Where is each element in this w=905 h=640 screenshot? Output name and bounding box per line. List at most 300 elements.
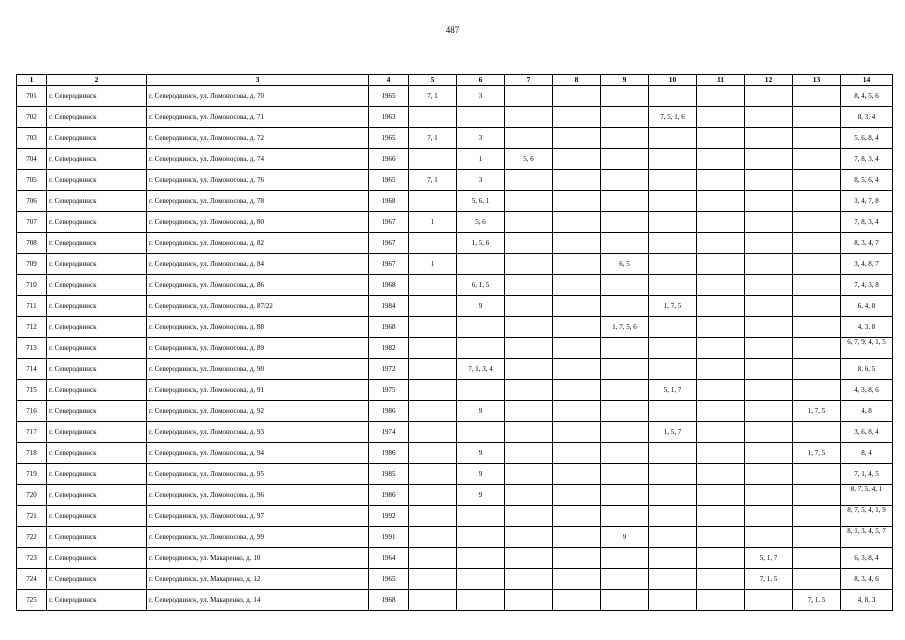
cell-year: 1965: [369, 569, 409, 590]
cell-row-number: 715: [17, 380, 47, 401]
cell-settlement: г. Северодвинск: [47, 128, 147, 149]
cell-row-number: 722: [17, 527, 47, 548]
cell-row-number: 721: [17, 506, 47, 527]
cell-col-10: [649, 506, 697, 527]
column-header-1: 1: [17, 75, 47, 86]
cell-col-12: [745, 86, 793, 107]
cell-col-12: [745, 380, 793, 401]
cell-col-8: [553, 233, 601, 254]
column-header-10: 10: [649, 75, 697, 86]
cell-col-13: [793, 485, 841, 506]
cell-col-12: [745, 590, 793, 611]
column-header-12: 12: [745, 75, 793, 86]
cell-col-11: [697, 527, 745, 548]
cell-year: 1982: [369, 338, 409, 359]
cell-col-11: [697, 548, 745, 569]
cell-col-8: [553, 548, 601, 569]
cell-address: г. Северодвинск, ул. Ломоносова, д. 74: [147, 149, 369, 170]
cell-col-13: [793, 296, 841, 317]
page-number: 487: [445, 25, 460, 35]
cell-col-14: 8, 3, 4, 7: [841, 233, 893, 254]
cell-col-8: [553, 128, 601, 149]
cell-col-7: [505, 422, 553, 443]
cell-col-5: [409, 548, 457, 569]
cell-col-7: [505, 506, 553, 527]
cell-settlement: г. Северодвинск: [47, 485, 147, 506]
cell-year: 1966: [369, 149, 409, 170]
cell-col-7: [505, 191, 553, 212]
column-header-4: 4: [369, 75, 409, 86]
cell-col-13: 1, 7, 5: [793, 443, 841, 464]
table-row: [17, 212, 893, 233]
cell-col-10: [649, 527, 697, 548]
cell-col-9: [601, 149, 649, 170]
cell-col-11: [697, 443, 745, 464]
cell-col-13: [793, 527, 841, 548]
cell-col-8: [553, 212, 601, 233]
cell-col-14: 5, 6, 8, 4: [841, 128, 893, 149]
cell-address: г. Северодвинск, ул. Макаренко, д. 12: [147, 569, 369, 590]
cell-row-number: 702: [17, 107, 47, 128]
cell-col-12: [745, 254, 793, 275]
cell-col-5: [409, 107, 457, 128]
cell-year: 1972: [369, 359, 409, 380]
cell-col-13: [793, 233, 841, 254]
cell-col-5: [409, 296, 457, 317]
cell-year: 1986: [369, 485, 409, 506]
table-row: [17, 422, 893, 443]
column-header-6: 6: [457, 75, 505, 86]
cell-row-number: 720: [17, 485, 47, 506]
cell-col-11: [697, 149, 745, 170]
cell-col-5: [409, 275, 457, 296]
cell-year: 1992: [369, 506, 409, 527]
cell-col-14: 8, 1, 3, 4, 5, 7: [841, 527, 893, 548]
cell-col-13: 7, 1, 5: [793, 590, 841, 611]
cell-col-6: 9: [457, 485, 505, 506]
cell-col-12: 5, 1, 7: [745, 548, 793, 569]
cell-year: 1975: [369, 380, 409, 401]
cell-year: 1965: [369, 86, 409, 107]
cell-year: 1965: [369, 128, 409, 149]
cell-col-14: 6, 4, 8: [841, 296, 893, 317]
cell-col-6: [457, 590, 505, 611]
cell-col-13: [793, 191, 841, 212]
cell-col-7: [505, 401, 553, 422]
table-row: [17, 191, 893, 212]
cell-col-14: 8, 3, 4: [841, 107, 893, 128]
cell-col-9: [601, 86, 649, 107]
cell-settlement: г. Северодвинск: [47, 149, 147, 170]
table-row: [17, 443, 893, 464]
cell-col-9: [601, 275, 649, 296]
cell-address: г. Северодвинск, ул. Ломоносова, д. 94: [147, 443, 369, 464]
cell-col-10: [649, 191, 697, 212]
cell-col-11: [697, 422, 745, 443]
cell-col-7: [505, 170, 553, 191]
cell-settlement: г. Северодвинск: [47, 401, 147, 422]
cell-settlement: г. Северодвинск: [47, 464, 147, 485]
cell-col-12: [745, 212, 793, 233]
cell-col-9: [601, 233, 649, 254]
cell-col-11: [697, 317, 745, 338]
cell-col-13: [793, 422, 841, 443]
cell-col-13: [793, 212, 841, 233]
cell-col-13: [793, 107, 841, 128]
cell-col-8: [553, 485, 601, 506]
cell-col-8: [553, 464, 601, 485]
cell-col-12: [745, 401, 793, 422]
cell-col-14: 8, 4: [841, 443, 893, 464]
cell-row-number: 716: [17, 401, 47, 422]
cell-settlement: г. Северодвинск: [47, 212, 147, 233]
cell-col-6: [457, 380, 505, 401]
table-row: [17, 170, 893, 191]
table-row: [17, 548, 893, 569]
column-header-14: 14: [841, 75, 893, 86]
cell-address: г. Северодвинск, ул. Ломоносова, д. 82: [147, 233, 369, 254]
cell-col-14: 8, 6, 5: [841, 359, 893, 380]
cell-col-7: [505, 86, 553, 107]
cell-col-8: [553, 506, 601, 527]
cell-col-10: [649, 443, 697, 464]
cell-col-7: [505, 569, 553, 590]
cell-col-10: 1, 5, 7: [649, 422, 697, 443]
cell-col-6: 3: [457, 86, 505, 107]
cell-col-5: [409, 422, 457, 443]
cell-col-5: [409, 338, 457, 359]
cell-address: г. Северодвинск, ул. Ломоносова, д. 93: [147, 422, 369, 443]
cell-col-10: [649, 485, 697, 506]
cell-year: 1986: [369, 443, 409, 464]
table-row: [17, 485, 893, 506]
cell-col-6: 5, 6: [457, 212, 505, 233]
cell-col-6: 3: [457, 170, 505, 191]
cell-col-13: [793, 128, 841, 149]
cell-col-8: [553, 296, 601, 317]
table-row: [17, 296, 893, 317]
cell-col-14: 8, 5, 6, 4: [841, 170, 893, 191]
cell-col-11: [697, 191, 745, 212]
cell-col-13: [793, 548, 841, 569]
cell-year: 1967: [369, 233, 409, 254]
cell-col-13: [793, 317, 841, 338]
cell-col-9: [601, 128, 649, 149]
cell-col-13: [793, 149, 841, 170]
cell-col-12: [745, 149, 793, 170]
cell-col-9: [601, 212, 649, 233]
cell-col-6: 3: [457, 128, 505, 149]
cell-col-9: [601, 590, 649, 611]
cell-col-14: 4, 3, 8, 6: [841, 380, 893, 401]
cell-col-9: 1, 7, 5, 6: [601, 317, 649, 338]
cell-col-10: [649, 128, 697, 149]
cell-col-5: 1: [409, 254, 457, 275]
cell-col-9: [601, 191, 649, 212]
column-header-11: 11: [697, 75, 745, 86]
table-body: [17, 86, 893, 611]
cell-col-7: [505, 254, 553, 275]
cell-col-6: 1, 5, 6: [457, 233, 505, 254]
cell-col-8: [553, 149, 601, 170]
cell-row-number: 703: [17, 128, 47, 149]
cell-year: 1985: [369, 464, 409, 485]
cell-col-8: [553, 359, 601, 380]
registry-table: [16, 74, 893, 611]
cell-col-14: 6, 7, 9, 4, 1, 5: [841, 338, 893, 359]
table-row: [17, 338, 893, 359]
cell-col-14: 7, 8, 3, 4: [841, 149, 893, 170]
cell-col-12: [745, 275, 793, 296]
cell-col-13: [793, 86, 841, 107]
cell-col-11: [697, 401, 745, 422]
cell-col-8: [553, 317, 601, 338]
cell-col-10: [649, 359, 697, 380]
cell-col-11: [697, 212, 745, 233]
table-row: [17, 380, 893, 401]
cell-col-12: [745, 317, 793, 338]
cell-address: г. Северодвинск, ул. Ломоносова, д. 80: [147, 212, 369, 233]
cell-address: г. Северодвинск, ул. Ломоносова, д. 92: [147, 401, 369, 422]
cell-row-number: 706: [17, 191, 47, 212]
cell-row-number: 710: [17, 275, 47, 296]
cell-col-12: [745, 464, 793, 485]
cell-col-14: 8, 7, 5, 4, 1, 9: [841, 506, 893, 527]
cell-address: г. Северодвинск, ул. Макаренко, д. 14: [147, 590, 369, 611]
cell-col-6: 9: [457, 443, 505, 464]
cell-col-14: 7, 8, 3, 4: [841, 212, 893, 233]
cell-col-14: 4, 3, 8: [841, 317, 893, 338]
cell-address: г. Северодвинск, ул. Ломоносова, д. 71: [147, 107, 369, 128]
column-header-8: 8: [553, 75, 601, 86]
cell-col-5: [409, 569, 457, 590]
cell-col-13: [793, 359, 841, 380]
cell-settlement: г. Северодвинск: [47, 275, 147, 296]
cell-col-11: [697, 359, 745, 380]
cell-col-11: [697, 86, 745, 107]
cell-col-12: [745, 338, 793, 359]
cell-col-10: [649, 212, 697, 233]
cell-col-8: [553, 191, 601, 212]
cell-col-12: [745, 443, 793, 464]
cell-address: г. Северодвинск, ул. Ломоносова, д. 96: [147, 485, 369, 506]
cell-col-7: [505, 212, 553, 233]
cell-col-14: 7, 1, 4, 5: [841, 464, 893, 485]
table-row: [17, 464, 893, 485]
cell-col-11: [697, 296, 745, 317]
cell-col-5: 1: [409, 212, 457, 233]
cell-col-14: 4, 8, 3: [841, 590, 893, 611]
cell-settlement: г. Северодвинск: [47, 527, 147, 548]
cell-year: 1968: [369, 317, 409, 338]
cell-col-7: [505, 275, 553, 296]
cell-col-13: [793, 275, 841, 296]
cell-col-12: [745, 485, 793, 506]
cell-col-14: 3, 6, 8, 4: [841, 422, 893, 443]
cell-col-9: 6, 5: [601, 254, 649, 275]
cell-row-number: 713: [17, 338, 47, 359]
cell-col-6: 9: [457, 464, 505, 485]
cell-col-7: [505, 359, 553, 380]
cell-col-6: [457, 548, 505, 569]
cell-row-number: 705: [17, 170, 47, 191]
cell-settlement: г. Северодвинск: [47, 380, 147, 401]
cell-col-6: 5, 6, 1: [457, 191, 505, 212]
cell-address: г. Северодвинск, ул. Ломоносова, д. 72: [147, 128, 369, 149]
cell-col-9: [601, 548, 649, 569]
table-row: [17, 86, 893, 107]
table-row: [17, 317, 893, 338]
cell-col-11: [697, 128, 745, 149]
cell-col-8: [553, 254, 601, 275]
table-row: [17, 569, 893, 590]
cell-address: г. Северодвинск, ул. Ломоносова, д. 76: [147, 170, 369, 191]
cell-row-number: 709: [17, 254, 47, 275]
cell-col-8: [553, 86, 601, 107]
cell-col-5: 7, 1: [409, 170, 457, 191]
cell-col-9: [601, 338, 649, 359]
cell-col-9: [601, 170, 649, 191]
cell-col-5: [409, 527, 457, 548]
cell-col-6: [457, 422, 505, 443]
cell-col-6: [457, 317, 505, 338]
cell-col-10: [649, 317, 697, 338]
cell-col-8: [553, 443, 601, 464]
cell-settlement: г. Северодвинск: [47, 422, 147, 443]
cell-col-7: 5, 6: [505, 149, 553, 170]
cell-col-9: [601, 464, 649, 485]
column-header-2: 2: [47, 75, 147, 86]
cell-col-9: [601, 422, 649, 443]
cell-col-7: [505, 443, 553, 464]
cell-col-11: [697, 464, 745, 485]
cell-col-5: 7, 1: [409, 128, 457, 149]
table-row: [17, 506, 893, 527]
cell-col-7: [505, 590, 553, 611]
cell-col-6: 1: [457, 149, 505, 170]
cell-col-13: [793, 380, 841, 401]
cell-col-11: [697, 338, 745, 359]
cell-col-11: [697, 590, 745, 611]
cell-settlement: г. Северодвинск: [47, 317, 147, 338]
cell-col-5: [409, 401, 457, 422]
cell-col-5: [409, 485, 457, 506]
table-row: [17, 359, 893, 380]
cell-col-10: 7, 5, 1, 6: [649, 107, 697, 128]
cell-col-11: [697, 569, 745, 590]
cell-col-9: [601, 107, 649, 128]
cell-row-number: 701: [17, 86, 47, 107]
cell-col-14: 8, 4, 5, 6: [841, 86, 893, 107]
cell-year: 1986: [369, 401, 409, 422]
cell-settlement: г. Северодвинск: [47, 86, 147, 107]
cell-col-11: [697, 107, 745, 128]
table-row: [17, 233, 893, 254]
cell-row-number: 717: [17, 422, 47, 443]
cell-row-number: 723: [17, 548, 47, 569]
cell-col-10: [649, 338, 697, 359]
cell-col-7: [505, 128, 553, 149]
cell-col-12: [745, 191, 793, 212]
table-row: [17, 590, 893, 611]
cell-settlement: г. Северодвинск: [47, 590, 147, 611]
cell-col-14: 7, 4, 3, 8: [841, 275, 893, 296]
cell-col-7: [505, 296, 553, 317]
cell-col-9: [601, 401, 649, 422]
column-header-3: 3: [147, 75, 369, 86]
cell-col-14: 4, 8: [841, 401, 893, 422]
cell-col-12: [745, 128, 793, 149]
cell-col-6: [457, 254, 505, 275]
cell-col-5: [409, 443, 457, 464]
cell-col-7: [505, 317, 553, 338]
cell-col-7: [505, 233, 553, 254]
cell-row-number: 708: [17, 233, 47, 254]
cell-col-8: [553, 380, 601, 401]
cell-col-9: [601, 443, 649, 464]
cell-address: г. Северодвинск, ул. Ломоносова, д. 78: [147, 191, 369, 212]
cell-address: г. Северодвинск, ул. Макаренко, д. 10: [147, 548, 369, 569]
cell-col-6: 7, 1, 3, 4: [457, 359, 505, 380]
cell-col-13: [793, 254, 841, 275]
cell-col-5: [409, 191, 457, 212]
cell-col-5: [409, 380, 457, 401]
cell-col-10: [649, 590, 697, 611]
cell-year: 1967: [369, 212, 409, 233]
cell-row-number: 704: [17, 149, 47, 170]
cell-col-7: [505, 485, 553, 506]
cell-settlement: г. Северодвинск: [47, 338, 147, 359]
table-row: [17, 275, 893, 296]
cell-year: 1968: [369, 191, 409, 212]
cell-col-7: [505, 107, 553, 128]
cell-col-10: [649, 254, 697, 275]
cell-col-14: 8, 7, 5, 4, 1: [841, 485, 893, 506]
cell-col-9: [601, 569, 649, 590]
cell-col-8: [553, 107, 601, 128]
cell-settlement: г. Северодвинск: [47, 569, 147, 590]
cell-col-5: [409, 149, 457, 170]
cell-col-12: [745, 170, 793, 191]
cell-address: г. Северодвинск, ул. Ломоносова, д. 70: [147, 86, 369, 107]
cell-col-12: [745, 233, 793, 254]
cell-col-9: [601, 506, 649, 527]
cell-col-12: [745, 422, 793, 443]
cell-col-11: [697, 254, 745, 275]
cell-address: г. Северодвинск, ул. Ломоносова, д. 97: [147, 506, 369, 527]
cell-address: г. Северодвинск, ул. Ломоносова, д. 88: [147, 317, 369, 338]
cell-col-5: [409, 590, 457, 611]
cell-col-6: [457, 506, 505, 527]
cell-row-number: 711: [17, 296, 47, 317]
cell-col-6: 9: [457, 401, 505, 422]
cell-col-10: [649, 86, 697, 107]
cell-address: г. Северодвинск, ул. Ломоносова, д. 90: [147, 359, 369, 380]
cell-col-10: [649, 275, 697, 296]
cell-year: 1967: [369, 254, 409, 275]
cell-col-9: [601, 380, 649, 401]
cell-col-9: [601, 485, 649, 506]
cell-settlement: г. Северодвинск: [47, 359, 147, 380]
cell-col-11: [697, 233, 745, 254]
cell-col-5: [409, 464, 457, 485]
cell-col-13: [793, 506, 841, 527]
table-row: [17, 254, 893, 275]
cell-row-number: 712: [17, 317, 47, 338]
cell-col-10: [649, 464, 697, 485]
cell-col-8: [553, 422, 601, 443]
cell-col-11: [697, 506, 745, 527]
